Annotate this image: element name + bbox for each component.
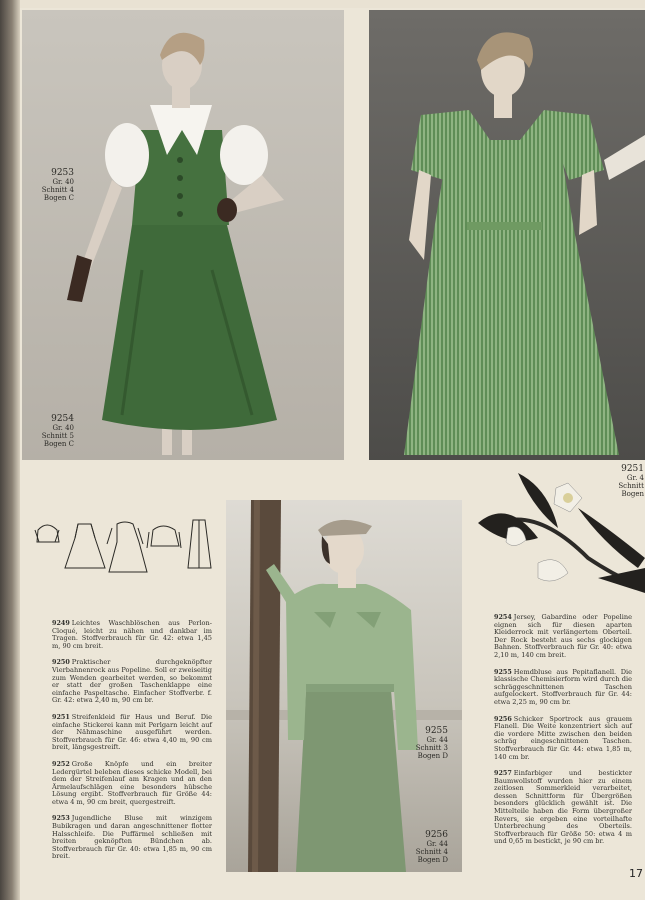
paragraph-9254: 9254 Jersey, Gabardine oder Popeline eignen sich für diesen aparten Kleiderrock mit verlängertem Oberteil. Der Rock besteht aus sechs glockigen Bahnen. Stoffverbrauch für Gr. 40: etwa 2,10 m, 140 cm breit.: [494, 613, 632, 659]
paragraph-9253: 9253 Jugendliche Bluse mit winzigem Bubikragen und daran angeschnittener flotter Halsschleife. Die Puffärmel schließen mit breiten geknöpften Bündchen ab. Stoffverbrauch für Gr. 40: etwa 1,85 m, 90 cm breit.: [52, 814, 212, 861]
flat-sketches: [33, 518, 218, 584]
caption-9255: 9255 Gr. 44 Schnitt 3 Bogen D: [415, 726, 448, 760]
paragraph-9249: 9249 Leichtes Waschblöschen aus Perlon-Cloqué, leicht zu nähen und dankbar im Tragen. Stoffverbrauch für Gr. 42: etwa 1,45 m, 90 cm breit.: [52, 619, 212, 650]
caption-9253: 9253 Gr. 40 Schnitt 4 Bogen C: [41, 168, 74, 202]
caption-9256: 9256 Gr. 44 Schnitt 4 Bogen D: [415, 830, 448, 864]
paragraph-9251: 9251 Streifenkleid für Haus und Beruf. Die einfache Stickerei kann mit Perlgarn leicht auf der Nähmaschine ausgeführt werden. Stoffverbrauch für Gr. 46: etwa 4,40 m, 90 cm breit, längsgestreift.: [52, 712, 212, 752]
paragraph-9250: 9250 Praktischer durchgeknöpfter Vierbahnenrock aus Popeline. Soll er zweiseitig zum Wenden gearbeitet werden, so bekommt er statt der großen Taschenklappe eine einfache Paspeltasche. Einfacher Stoffverbr. f. Gr. 42: etwa 2,40 m, 90 cm br.: [52, 658, 212, 705]
paragraph-9252: 9252 Große Knöpfe und ein breiter Ledergürtel beleben dieses schicke Modell, bei dem der Streifenlauf am Kragen und an den Ärmelaufschlägen eine besonders hübsche Lösung ergibt. Stoffverbrauch für Größe 44: etwa 4 m, 90 cm breit, quergestreift.: [52, 759, 212, 806]
photo-green-dress: [22, 10, 344, 460]
paragraph-9255: 9255 Hemdbluse aus Pepitaflanell. Die klassische Chemisierform wird durch die schräggeschnittenen Taschen aufgelockert. Stoffverbrauch für Gr. 44: etwa 2,25 m, 90 cm br.: [494, 667, 632, 706]
binding-spine: [0, 0, 20, 900]
caption-9254: 9254 Gr. 40 Schnitt 5 Bogen C: [41, 414, 74, 448]
photo-striped-dress: [369, 10, 645, 460]
text-column-right: [494, 614, 632, 855]
paragraph-9257: 9257 Einfarbiger und bestickter Baumwollstoff wurden hier zu einem zeitlosen Sommerkleid verarbeitet, dessen Schnittform für Übergrößen besonders glücklich gewählt ist. Die Mittelteile haben die Form übergroßer Revers, sie ergeben eine vorteilhafte Unterbrechung des Oberteils. Stoffverbrauch für Größe 50: etwa 4 m und 0,65 m bestickt, je 90 cm br.: [494, 769, 632, 846]
text-column-left: [52, 620, 212, 870]
page-number: 17: [629, 867, 643, 880]
caption-9251: 9251 Gr. 4 Schnitt Bogen: [618, 464, 644, 498]
paragraph-9256: 9256 Schicker Sportrock aus grauem Flanell. Die Weite konzentriert sich auf die vordere Mitte zwischen den beiden schräg eingeschnittenen Taschen. Stoffverbrauch für Gr. 44: etwa 1,85 m, 140 cm br.: [494, 714, 632, 761]
photo-blouse-skirt: [226, 500, 462, 872]
